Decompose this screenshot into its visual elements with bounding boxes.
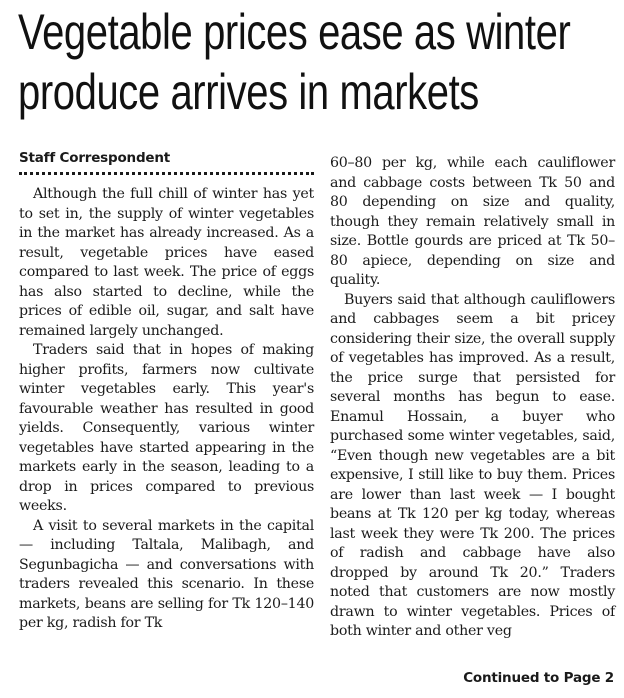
article-column-right <box>330 154 615 642</box>
article-paragraph: A visit to several markets in the capital — including Taltala, Malibagh, and Segunbagicha — and conversations with traders revealed this scenario. In these markets, beans are selling for Tk 120–140 per kg, radish for Tk <box>19 517 314 631</box>
byline: Staff Correspondent <box>19 150 171 166</box>
article-paragraph: Although the full chill of winter has yet to set in, the supply of winter vegetables in the market has already increased. As a result, vegetable prices have eased compared to last week. The price of eggs has also started to decline, while the prices of edible oil, sugar, and salt have remained largely unchanged. <box>19 186 314 339</box>
continued-to-page-link[interactable]: Continued to Page 2 <box>463 670 614 686</box>
article-column-left <box>19 131 314 634</box>
headline-line-2: produce arrives in markets <box>18 64 479 120</box>
headline-line-1: Vegetable prices ease as winter <box>18 4 571 60</box>
article-paragraph-continued: 60–80 per kg, while each cauliflower and cabbage costs between Tk 50 and 80 depending on size and quality, though they remain relatively small in size. Bottle gourds are priced at Tk 50–80 apiece, depending on size and quality. <box>330 155 615 288</box>
article-paragraph: Buyers said that although cauliflowers and cabbages seem a bit pricey considering their size, the overall supply of vegetables has improved. As a result, the price surge that persisted for several months has begun to ease. Enamul Hossain, a buyer who purchased some winter vegetables, said, “Even though new vegetables are a bit expensive, I still like to buy them. Prices are lower than last week — I bought beans at Tk 120 per kg today, whereas last week they were Tk 200. The prices of radish and cabbage have also dropped by around Tk 20.” Traders noted that customers are now mostly drawn to winter vegetables. Prices of both winter and other veg <box>330 291 615 639</box>
article-paragraph: Traders said that in hopes of making higher profits, farmers now cultivate winter vegetables early. This year's favourable weather has resulted in good yields. Consequently, various winter vegetables have started appearing in the markets early in the season, leading to a drop in prices compared to previous weeks. <box>19 342 314 514</box>
dotted-divider <box>19 172 314 175</box>
headline <box>18 2 571 122</box>
